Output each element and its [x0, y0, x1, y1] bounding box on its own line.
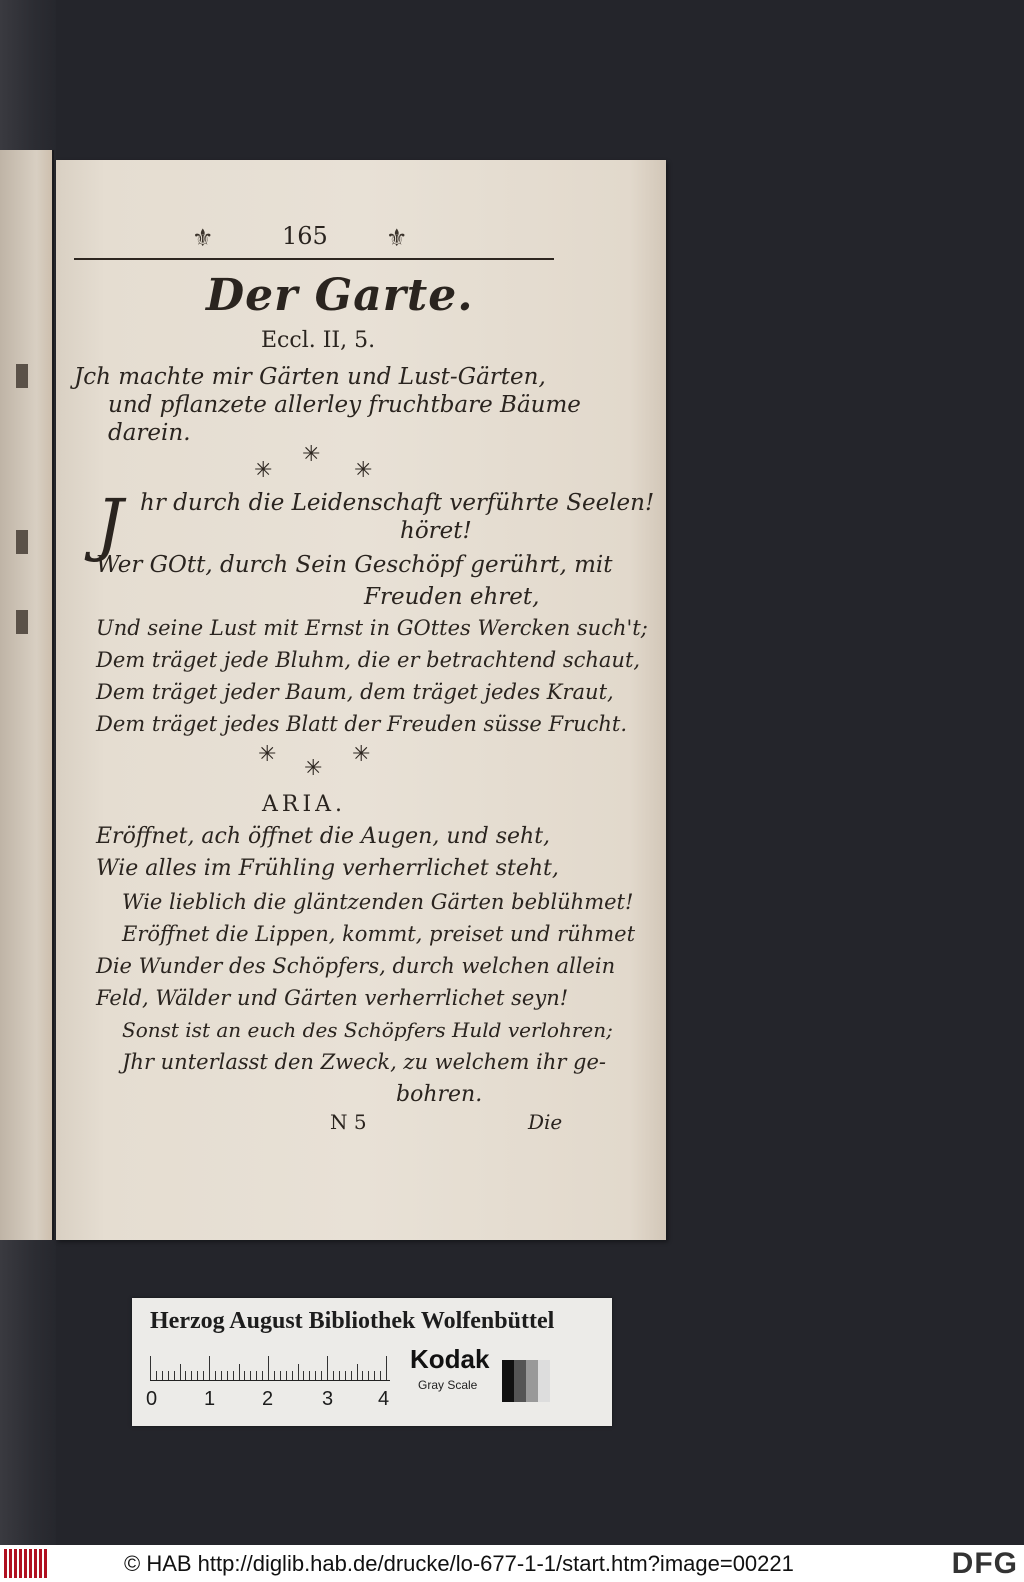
ruler-tick: [303, 1371, 304, 1380]
aria-line: Wie alles im Frühling verherrlichet steht,: [96, 856, 559, 881]
intro-line: und pflanzete allerley fruchtbare Bäume: [108, 392, 581, 418]
ruler-tick: [168, 1371, 169, 1380]
ruler-tick: [274, 1371, 275, 1380]
drop-cap: J: [96, 486, 124, 565]
aria-line: Jhr unterlasst den Zweck, zu welchem ihr ge-: [122, 1050, 607, 1074]
book-page: [56, 160, 666, 1240]
ruler-tick: [351, 1371, 352, 1380]
footer-bar: [0, 1545, 1024, 1582]
intro-line: Jch machte mir Gärten und Lust-Gärten,: [74, 364, 546, 390]
ruler-tick: [262, 1371, 263, 1380]
kodak-logo: Kodak: [410, 1344, 490, 1374]
ruler-tick: [268, 1356, 269, 1380]
ruler-tick: [280, 1371, 281, 1380]
ruler-tick: [250, 1371, 251, 1380]
ruler-tick: [185, 1371, 186, 1380]
scale-number: 2: [262, 1388, 274, 1410]
poem-line: hr durch die Leidenschaft verführte Seelen!: [140, 490, 655, 516]
dfg-logo: DFG: [951, 1547, 1018, 1580]
ruler-tick: [162, 1371, 163, 1380]
ruler-tick: [315, 1371, 316, 1380]
intro-line: darein.: [108, 420, 191, 446]
aria-line: Eröffnet, ach öffnet die Augen, und seht,: [96, 824, 551, 849]
scale-number: 0: [146, 1388, 158, 1410]
color-target-card: [132, 1298, 612, 1426]
scale-number: 3: [322, 1388, 334, 1410]
ruler-tick: [180, 1364, 181, 1380]
catchword: Die: [528, 1110, 563, 1134]
ruler-tick: [197, 1371, 198, 1380]
ruler-tick: [357, 1364, 358, 1380]
poem-line: Und seine Lust mit Ernst in GOttes Wercken such't;: [96, 616, 648, 640]
ruler-tick: [368, 1371, 369, 1380]
poem-line: höret!: [400, 518, 472, 544]
ornament-icon: ⚜: [192, 224, 214, 252]
poem-line: Dem träget jedes Blatt der Freuden süsse Frucht.: [96, 712, 628, 736]
ruler-tick: [156, 1371, 157, 1380]
institution-name: Herzog August Bibliothek Wolfenbüttel: [150, 1308, 555, 1334]
aria-line: Feld, Wälder und Gärten verherrlichet seyn!: [96, 986, 569, 1010]
bible-reference: Eccl. II, 5.: [261, 328, 376, 353]
gray-scale-label: Gray Scale: [418, 1378, 478, 1392]
ruler-tick: [244, 1371, 245, 1380]
ruler-tick: [362, 1371, 363, 1380]
ruler-tick: [221, 1371, 222, 1380]
ruler-tick: [256, 1371, 257, 1380]
previous-page-edge: [0, 150, 54, 1240]
aria-line: Wie lieblich die gläntzenden Gärten beblühmet!: [122, 890, 634, 914]
ruler-tick: [374, 1371, 375, 1380]
ruler-tick: [150, 1356, 151, 1380]
ruler-tick: [386, 1356, 387, 1380]
asterism-star-icon: ✳: [302, 442, 321, 467]
header-rule: [74, 258, 554, 260]
signature-mark: N 5: [330, 1110, 367, 1134]
asterism-star-icon: ✳: [254, 458, 273, 483]
scale-number: 4: [378, 1388, 390, 1410]
ruler-tick: [333, 1371, 334, 1380]
ruler-tick: [215, 1371, 216, 1380]
ruler-tick: [209, 1356, 210, 1380]
aria-line: bohren.: [396, 1082, 483, 1107]
poem-line: Dem träget jede Bluhm, die er betrachtend schaut,: [96, 648, 641, 672]
ornament-icon: ⚜: [386, 224, 408, 252]
aria-line: Die Wunder des Schöpfers, durch welchen allein: [96, 954, 616, 978]
ruler-tick: [309, 1371, 310, 1380]
ruler-tick: [286, 1371, 287, 1380]
asterism-star-icon: ✳: [304, 756, 323, 781]
ruler-tick: [292, 1371, 293, 1380]
scale-ruler: [150, 1354, 390, 1381]
ruler-tick: [233, 1371, 234, 1380]
ruler-tick: [174, 1371, 175, 1380]
previous-page-mark: [16, 610, 28, 634]
ruler-tick: [227, 1371, 228, 1380]
ruler-tick: [191, 1371, 192, 1380]
aria-line: Eröffnet die Lippen, kommt, preiset und rühmet: [122, 922, 636, 946]
chapter-title: Der Garte.: [206, 270, 474, 321]
page-number: 165: [282, 222, 328, 250]
gray-swatch: [502, 1360, 550, 1402]
scale-number: 1: [204, 1388, 216, 1410]
previous-page-mark: [16, 364, 28, 388]
poem-line: Wer GOtt, durch Sein Geschöpf gerührt, mit: [96, 552, 613, 578]
aria-line: Sonst ist an euch des Schöpfers Huld verlohren;: [122, 1018, 613, 1042]
ruler-tick: [298, 1364, 299, 1380]
ruler-tick: [203, 1371, 204, 1380]
ruler-tick: [339, 1371, 340, 1380]
asterism-star-icon: ✳: [352, 742, 371, 767]
previous-page-mark: [16, 530, 28, 554]
poem-line: Dem träget jeder Baum, dem träget jedes Kraut,: [96, 680, 614, 704]
asterism-star-icon: ✳: [258, 742, 277, 767]
barcode-icon: [4, 1549, 48, 1578]
ruler-tick: [345, 1371, 346, 1380]
aria-heading: ARIA.: [262, 792, 347, 817]
ruler-tick: [380, 1371, 381, 1380]
ruler-tick: [321, 1371, 322, 1380]
ruler-tick: [327, 1356, 328, 1380]
ruler-tick: [239, 1364, 240, 1380]
poem-line: Freuden ehret,: [364, 584, 540, 610]
source-url[interactable]: © HAB http://diglib.hab.de/drucke/lo-677-1-1/start.htm?image=00221: [124, 1551, 794, 1576]
asterism-star-icon: ✳: [354, 458, 373, 483]
